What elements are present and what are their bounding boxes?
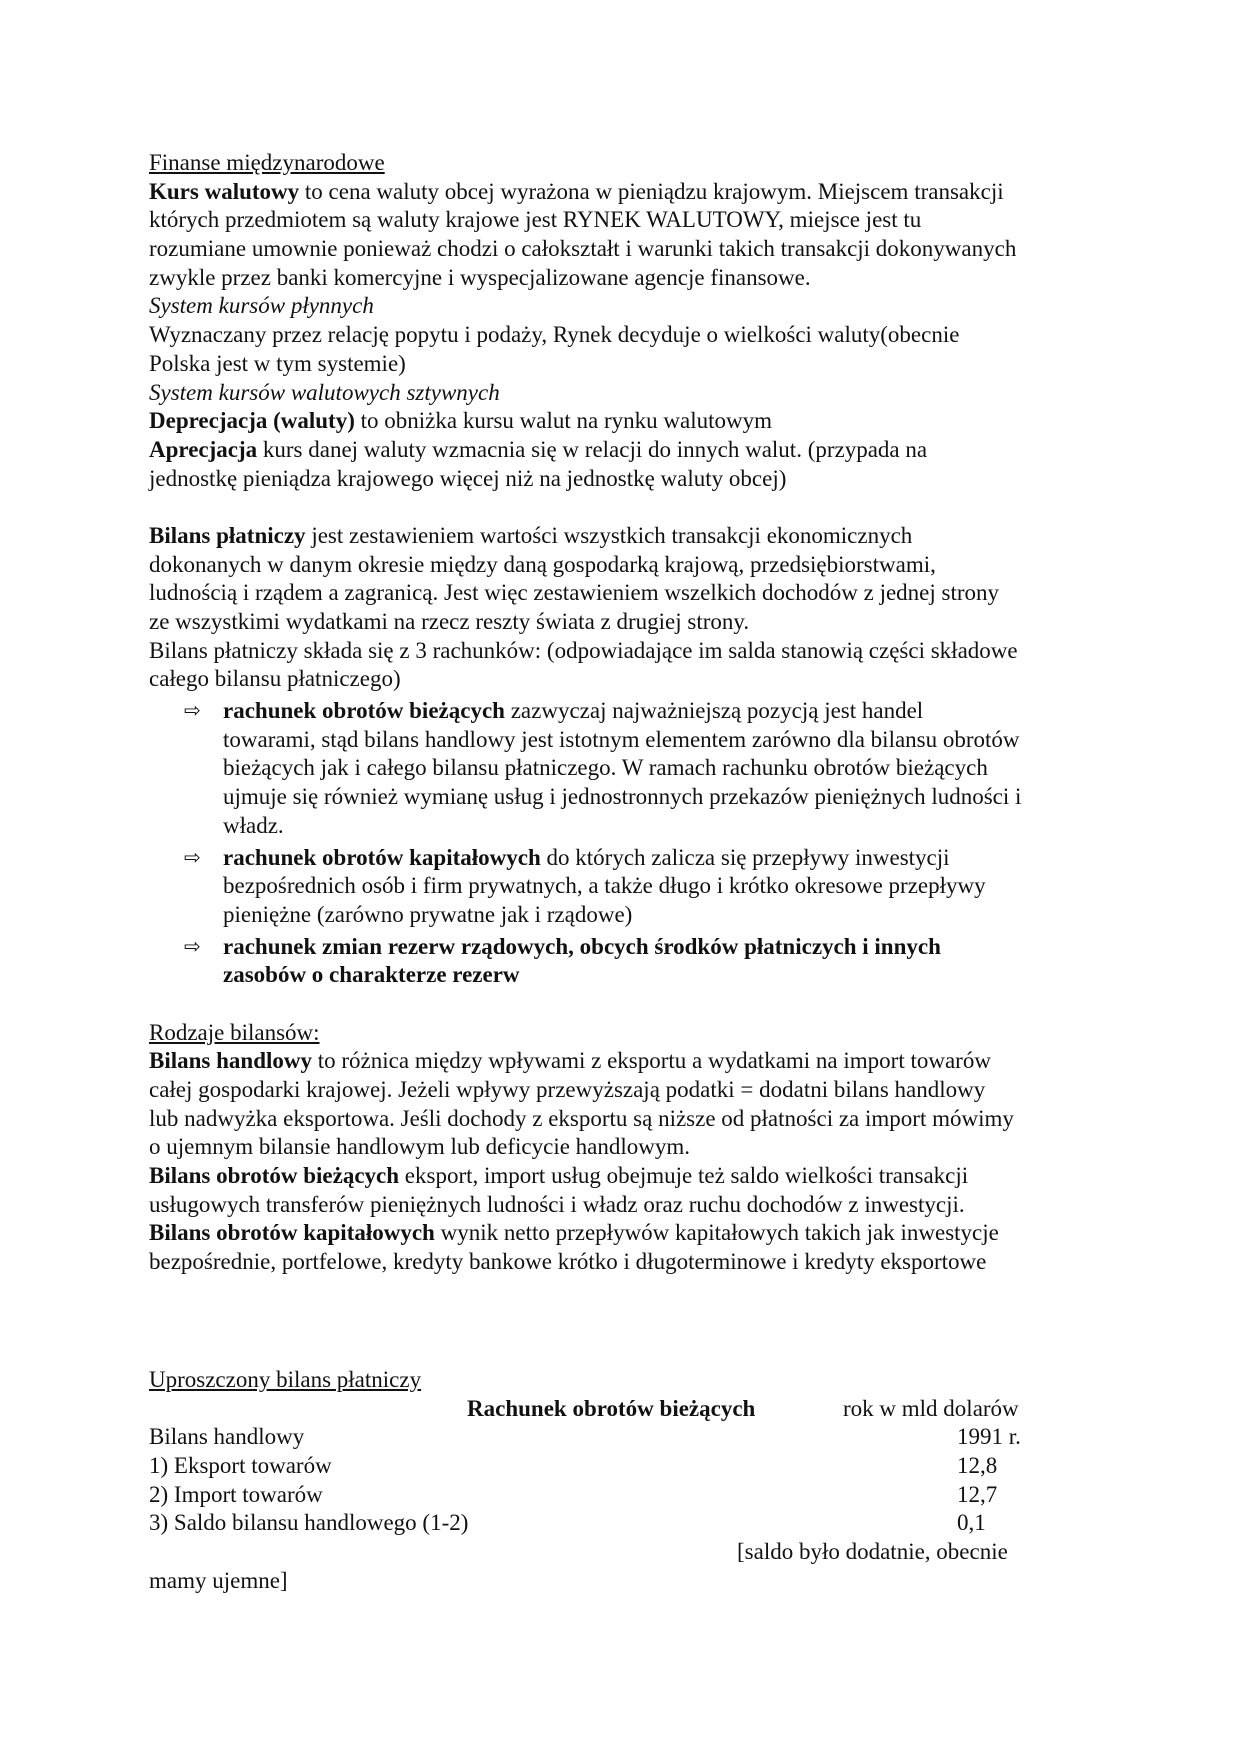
italic-heading: System kursów płynnych: [149, 293, 374, 319]
text-line: [149, 379, 1099, 408]
row-label: 2) Import towarów: [149, 1481, 323, 1507]
text-line: [149, 579, 1099, 608]
text: towarami, stąd bilans handlowy jest istotnym elementem zarówno dla bilansu obrotów: [223, 726, 1020, 752]
text: zazwyczaj najważniejszą pozycją jest handel: [504, 698, 924, 724]
text-line: [149, 901, 1099, 930]
text-line: [149, 321, 1099, 350]
text: bezpośrednie, portfelowe, kredyty bankowe krótko i długoterminowe i kredyty eksportowe: [149, 1249, 987, 1275]
text: to różnica między wpływami z eksportu a wydatkami na import towarów: [312, 1048, 991, 1074]
bold-term: Aprecjacja: [149, 436, 258, 462]
bold-term: Bilans handlowy: [149, 1048, 312, 1074]
text: wynik netto przepływów kapitałowych takich jak inwestycje: [434, 1220, 999, 1246]
bold-term: Bilans obrotów bieżących: [149, 1163, 400, 1189]
table-row: [149, 1452, 1099, 1481]
row-value: 12,8: [957, 1453, 998, 1479]
bold-term: rachunek obrotów bieżących: [223, 698, 505, 724]
text: Wyznaczany przez relację popytu i podaży, Rynek decyduje o wielkości waluty(obecnie: [149, 322, 960, 348]
text: lub nadwyżka eksportowa. Jeśli dochody z eksportu są niższe od płatności za import mówimy: [149, 1105, 1014, 1131]
text-line: [149, 235, 1099, 264]
text: ujmuje się również wymianę usług i jednostronnych przekazów pieniężnych ludności i: [223, 784, 1022, 810]
text-line: [149, 1133, 1099, 1162]
text: całej gospodarki krajowej. Jeżeli wpływy przewyższają podatki = dodatni bilans handlowy: [149, 1077, 986, 1102]
text: ludnością i rządem a zagranicą. Jest więc zestawieniem wszelkich dochodów z jednej strony: [149, 580, 1000, 606]
text: bieżących jak i całego bilansu płatniczego. W ramach rachunku obrotów bieżących: [223, 755, 988, 781]
text-line: [149, 1019, 1099, 1048]
row-label: 1) Eksport towarów: [149, 1453, 332, 1479]
text-line: [149, 1105, 1099, 1134]
row-value: 0,1: [957, 1510, 986, 1536]
table-unit: rok w mld dolarów: [843, 1395, 1019, 1421]
text-line: [149, 264, 1099, 293]
text-line: [149, 1219, 1099, 1248]
text: całego bilansu płatniczego): [149, 666, 401, 692]
text-line: [149, 726, 1099, 755]
text-line: [149, 961, 1099, 990]
text-line: [149, 292, 1099, 321]
row-label: Bilans handlowy: [149, 1424, 305, 1450]
text-line: [149, 493, 1099, 522]
table-row: [149, 1509, 1099, 1538]
arrow-bullet-icon: ⇨: [184, 846, 201, 869]
row-value: 1991 r.: [957, 1424, 1021, 1450]
table-note-continued: mamy ujemne]: [149, 1567, 288, 1593]
section-heading: Finanse międzynarodowe: [149, 150, 385, 175]
bold-term: rachunek obrotów kapitałowych: [223, 844, 541, 870]
text-line: [149, 990, 1099, 1019]
arrow-bullet-icon: ⇨: [184, 935, 201, 958]
text-line: [149, 350, 1099, 379]
text: rozumiane umownie ponieważ chodzi o całokształt i warunki takich transakcji dokonywanych: [149, 236, 1017, 262]
table-header: Rachunek obrotów bieżących: [467, 1395, 756, 1421]
arrow-bullet-icon: ⇨: [184, 700, 201, 723]
bullet-item-line: [149, 844, 1099, 873]
bold-term: zasobów o charakterze rezerw: [223, 962, 520, 988]
text: ze wszystkimi wydatkami na rzecz reszty świata z drugiej strony.: [149, 609, 750, 634]
table-row: [149, 1481, 1099, 1510]
bold-term: Bilans płatniczy: [149, 522, 306, 548]
text: to cena waluty obcej wyrażona w pieniądzu krajowym. Miejscem transakcji: [299, 178, 1004, 204]
text-line: [149, 783, 1099, 812]
text: jednostkę pieniądza krajowego więcej niż na jednostkę waluty obcej): [149, 465, 787, 491]
text-line: [149, 665, 1099, 694]
text-line: [149, 522, 1099, 551]
text-line: [149, 1248, 1099, 1277]
row-label: 3) Saldo bilansu handlowego (1-2): [149, 1510, 469, 1536]
section-heading: Rodzaje bilansów:: [149, 1019, 320, 1045]
text: dokonanych w danym okresie między daną gospodarką krajową, przedsiębiorstwami,: [149, 551, 936, 577]
document-body: [149, 149, 1099, 1277]
text: Polska jest w tym systemie): [149, 350, 406, 376]
row-value: 12,7: [957, 1481, 998, 1507]
text-line: [149, 1162, 1099, 1191]
text-line: [149, 178, 1099, 207]
text: to obniżka kursu walut na rynku walutowym: [354, 408, 772, 434]
text-line: [149, 637, 1099, 666]
text: Bilans płatniczy składa się z 3 rachunków: (odpowiadające im salda stanowią części składowe: [149, 637, 1018, 663]
table-title: Uproszczony bilans płatniczy: [149, 1367, 422, 1392]
text-line: [149, 551, 1099, 580]
text: o ujemnym bilansie handlowym lub deficycie handlowym.: [149, 1134, 691, 1160]
text: pieniężne (zarówno prywatne jak i rządowe): [223, 901, 633, 927]
text-line: [149, 149, 1099, 178]
text-line: [149, 206, 1099, 235]
text-line: [149, 436, 1099, 465]
text-line: [149, 1076, 1099, 1105]
text: usługowych transferów pieniężnych ludności i władz oraz ruchu dochodów z inwestycji.: [149, 1191, 965, 1217]
text-line: [149, 812, 1099, 841]
text-line: [149, 754, 1099, 783]
bold-term: Bilans obrotów kapitałowych: [149, 1220, 435, 1246]
text: władz.: [223, 812, 284, 838]
text-line: [149, 608, 1099, 637]
text-line: [149, 465, 1099, 494]
bold-term: Deprecjacja (waluty): [149, 408, 355, 434]
text: do których zalicza się przepływy inwestycji: [540, 844, 950, 870]
bold-term: Kurs walutowy: [149, 178, 300, 204]
text: których przedmiotem są waluty krajowe jest RYNEK WALUTOWY, miejsce jest tu: [149, 207, 922, 233]
text: jest zestawieniem wartości wszystkich transakcji ekonomicznych: [305, 522, 913, 548]
table-row: [149, 1423, 1099, 1452]
balance-table: [149, 1366, 1099, 1596]
text: bezpośrednich osób i firm prywatnych, a także długo i krótko okresowe przepływy: [223, 873, 986, 899]
bullet-item-line: [149, 697, 1099, 726]
italic-heading: System kursów walutowych sztywnych: [149, 379, 500, 405]
text-line: [149, 1191, 1099, 1220]
text-line: [149, 872, 1099, 901]
text: zwykle przez banki komercyjne i wyspecjalizowane agencje finansowe.: [149, 264, 811, 290]
bold-term: rachunek zmian rezerw rządowych, obcych środków płatniczych i innych: [223, 933, 941, 959]
text: eksport, import usług obejmuje też saldo wielkości transakcji: [399, 1163, 969, 1189]
text: kurs danej waluty wzmacnia się w relacji do innych walut. (przypada na: [257, 436, 928, 462]
text-line: [149, 1047, 1099, 1076]
text-line: [149, 407, 1099, 436]
bullet-item-line: [149, 933, 1099, 962]
table-note: [saldo było dodatnie, obecnie: [737, 1539, 1008, 1565]
